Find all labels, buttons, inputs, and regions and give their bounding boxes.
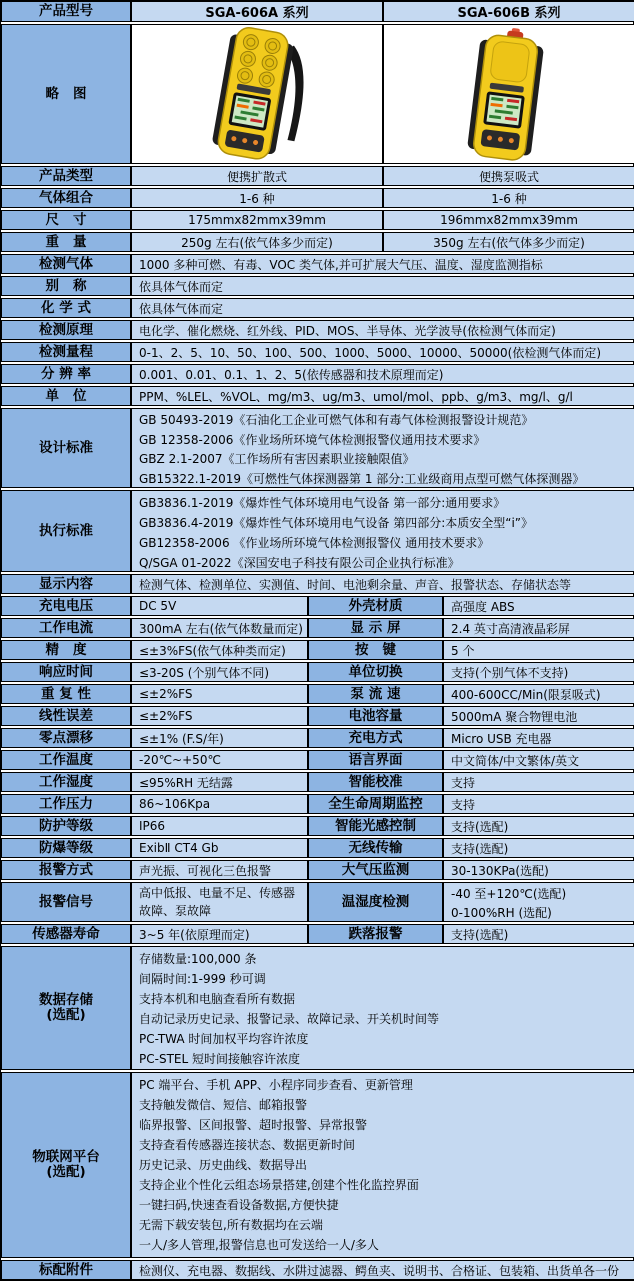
iot-line: 一人/多人管理,报警信息也可发送给一人/多人 [139, 1238, 379, 1252]
exec-standard-lines [131, 490, 634, 572]
row-value-2: 30-130KPa(选配) [443, 860, 634, 880]
row-label: 产品类型 [1, 166, 131, 186]
temp-humidity-line: -40 至+120℃(选配) [451, 887, 567, 901]
iot-platform-lines [131, 1072, 634, 1258]
standard-line: GBZ 2.1-2007《工作场所有害因素职业接触限值》 [139, 452, 415, 466]
row-label-1: 重 复 性 [1, 684, 131, 704]
row-label-1: 传感器寿命 [1, 924, 131, 944]
label-line: 物联网平台 [32, 1149, 100, 1165]
row-label-2: 全生命周期监控 [308, 794, 443, 814]
iot-line: 支持触发微信、短信、邮箱报警 [139, 1098, 308, 1112]
table-row-product-type [1, 166, 633, 186]
row-label: 检测量程 [1, 342, 131, 362]
row-value-1: ≤±3%FS(依气体种类而定) [131, 640, 308, 660]
row-label: 执行标准 [1, 490, 131, 572]
label-line: (选配) [46, 1007, 86, 1023]
row-value-2: 2.4 英寸高清液晶彩屏 [443, 618, 634, 638]
row-label-1: 防护等级 [1, 816, 131, 836]
table-row-exec-standard [1, 490, 633, 572]
table-row-units [1, 386, 633, 406]
row-label [1, 946, 131, 1070]
row-label-1: 工作电流 [1, 618, 131, 638]
row-value-2: 支持(选配) [443, 816, 634, 836]
row-label: 检测原理 [1, 320, 131, 340]
table-row-display-content [1, 574, 633, 594]
value-b: 1-6 种 [383, 188, 634, 208]
row-value-2: 5000mA 聚合物锂电池 [443, 706, 634, 726]
header-series-b: SGA-606B 系列 [383, 1, 634, 22]
row-value-1: ≤95%RH 无结露 [131, 772, 308, 792]
table-row-dimensions [1, 210, 633, 230]
storage-line: PC-TWA 时间加权平均容许浓度 [139, 1032, 309, 1046]
row-label: 重 量 [1, 232, 131, 252]
row-value-1: 高中低报、电量不足、传感器故障、泵故障 [131, 882, 308, 922]
iot-line: 无需下载安装包,所有数据均在云端 [139, 1218, 323, 1232]
row-value: 检测气体、检测单位、实测值、时间、电池剩余量、声音、报警状态、存储状态等 [131, 574, 634, 594]
value-a: 1-6 种 [131, 188, 383, 208]
table-row-working-humidity [1, 772, 633, 792]
row-label: 显示内容 [1, 574, 131, 594]
row-label: 尺 寸 [1, 210, 131, 230]
row-value: 1000 多种可燃、有毒、VOC 类气体,并可扩展大气压、温度、湿度监测指标 [131, 254, 634, 274]
row-label-2: 按 键 [308, 640, 443, 660]
row-label-2: 电池容量 [308, 706, 443, 726]
row-label-1: 工作压力 [1, 794, 131, 814]
row-label-1: 报警方式 [1, 860, 131, 880]
table-row-resolution [1, 364, 633, 384]
standard-line: GB 12358-2006《作业场所环境气体检测报警仪通用技术要求》 [139, 432, 486, 447]
row-value: PPM、%LEL、%VOL、mg/m3、ug/m3、umol/mol、ppb、g/m3、mg/l、g/l [131, 386, 634, 406]
row-label: 化 学 式 [1, 298, 131, 318]
row-value: 0.001、0.01、0.1、1、2、5(依传感器和技术原理而定) [131, 364, 634, 384]
top-panel [490, 41, 530, 83]
storage-line: PC-STEL 短时间接触容许浓度 [139, 1052, 300, 1066]
standard-line: Q/SGA 01-2022《深国安电子科技有限公司企业执行标准》 [139, 556, 460, 570]
row-label-1: 工作湿度 [1, 772, 131, 792]
table-row-accuracy [1, 640, 633, 660]
row-label-2: 单位切换 [308, 662, 443, 682]
table-row-alarm-mode [1, 860, 633, 880]
table-row-working-pressure [1, 794, 633, 814]
row-label: 气体组合 [1, 188, 131, 208]
table-row-response-time [1, 662, 633, 682]
device-a-image-cell [131, 24, 383, 164]
header-series-a: SGA-606A 系列 [131, 1, 383, 22]
row-label-2: 外壳材质 [308, 596, 443, 616]
value-b: 196mmx82mmx39mm [383, 210, 634, 230]
value-a: 175mmx82mmx39mm [131, 210, 383, 230]
table-row-explosion-proof-rating [1, 838, 633, 858]
table-row-gas-combination [1, 188, 633, 208]
row-label-2: 智能校准 [308, 772, 443, 792]
table-row-weight [1, 232, 633, 252]
row-label-1: 零点漂移 [1, 728, 131, 748]
table-row-accessories [1, 1260, 633, 1280]
value-a: 便携扩散式 [131, 166, 383, 186]
row-label-1: 充电电压 [1, 596, 131, 616]
header-label: 产品型号 [1, 1, 131, 22]
row-value: 0-1、2、5、10、50、100、500、1000、5000、10000、50000(依检测气体而定) [131, 342, 634, 362]
row-label-2: 充电方式 [308, 728, 443, 748]
row-label-2: 跌落报警 [308, 924, 443, 944]
device-b-image-cell [383, 24, 634, 164]
row-value-1: 86~106Kpa [131, 794, 308, 814]
iot-line: 临界报警、区间报警、超时报警、异常报警 [139, 1118, 368, 1132]
row-value-2: 支持(选配) [443, 924, 634, 944]
row-value-1: ≤±2%FS [131, 706, 308, 726]
standard-line: GB3836.4-2019《爆炸性气体环境用电气设备 第四部分:本质安全型“i”》 [139, 516, 534, 530]
iot-line: PC 端平台、手机 APP、小程序同步查看、更新管理 [139, 1078, 413, 1092]
table-row-linearity-error [1, 706, 633, 726]
storage-line: 间隔时间:1-999 秒可调 [139, 972, 266, 986]
row-value-1: 300mA 左右(依气体数量而定) [131, 618, 308, 638]
row-value-2: 支持 [443, 772, 634, 792]
iot-line: 支持查看传感器连接状态、数据更新时间 [139, 1138, 356, 1152]
storage-line: 支持本机和电脑查看所有数据 [139, 992, 296, 1006]
row-value-2: 高强度 ABS [443, 596, 634, 616]
row-value-1: 声光振、可视化三色报警 [131, 860, 308, 880]
row-value-2: 支持 [443, 794, 634, 814]
lcd-screen [483, 91, 525, 128]
standard-line: GB15322.1-2019《可燃性气体探测器第 1 部分:工业级商用点型可燃气体探测器》 [139, 471, 585, 486]
row-label-1: 防爆等级 [1, 838, 131, 858]
standard-line: GB12358-2006 《作业场所环境气体检测报警仪 通用技术要求》 [139, 536, 490, 550]
table-row-zero-drift [1, 728, 633, 748]
row-label: 单 位 [1, 386, 131, 406]
row-value-1: -20℃~+50℃ [131, 750, 308, 770]
table-row-working-temperature [1, 750, 633, 770]
row-label-1: 精 度 [1, 640, 131, 660]
standard-line: GB 50493-2019《石油化工企业可燃气体和有毒气体检测报警设计规范》 [139, 413, 534, 427]
temp-humidity-line: 0-100%RH (选配) [451, 906, 552, 920]
table-row-protection-rating [1, 816, 633, 836]
row-label: 设计标准 [1, 408, 131, 488]
row-label-1: 工作温度 [1, 750, 131, 770]
table-row-working-current [1, 618, 633, 638]
row-label-1: 线性误差 [1, 706, 131, 726]
row-value-1: DC 5V [131, 596, 308, 616]
row-value-2 [443, 882, 634, 922]
row-label-2: 温湿度检测 [308, 882, 443, 922]
row-value-1: 3~5 年(依原理而定) [131, 924, 308, 944]
sga-606b-device-illustration [404, 27, 614, 161]
data-storage-lines [131, 946, 634, 1070]
design-standard-lines [131, 408, 634, 488]
row-value-1: ≤3-20S (个别气体不同) [131, 662, 308, 682]
lcd-screen [228, 92, 271, 131]
table-row-repeatability [1, 684, 633, 704]
row-value-2: 支持(选配) [443, 838, 634, 858]
row-label-2: 大气压监测 [308, 860, 443, 880]
row-value: 检测仪、充电器、数据线、水阱过滤器、鳄鱼夹、说明书、合格证、包装箱、出货单各一份 [131, 1260, 634, 1280]
row-label-2: 泵 流 速 [308, 684, 443, 704]
iot-line: 历史记录、历史曲线、数据导出 [139, 1158, 308, 1172]
row-label: 别 称 [1, 276, 131, 296]
row-label-2: 无线传输 [308, 838, 443, 858]
table-row-alarm-signal [1, 882, 633, 922]
row-value-2: 400-600CC/Min(限泵吸式) [443, 684, 634, 704]
value-b: 350g 左右(依气体多少而定) [383, 232, 634, 252]
row-value: 依具体气体而定 [131, 298, 634, 318]
sketch-row [1, 24, 633, 164]
storage-line: 存储数量:100,000 条 [139, 952, 257, 966]
row-label-2: 语言界面 [308, 750, 443, 770]
sga-606a-device-illustration [152, 27, 362, 161]
table-row-sensor-life [1, 924, 633, 944]
table-row-iot-platform [1, 1072, 633, 1258]
row-value-1: ≤±2%FS [131, 684, 308, 704]
label-line: (选配) [46, 1164, 86, 1180]
table-row-detected-gas [1, 254, 633, 274]
table-row-chemical-formula [1, 298, 633, 318]
row-value-2: 5 个 [443, 640, 634, 660]
row-label-2: 显 示 屏 [308, 618, 443, 638]
row-label: 检测气体 [1, 254, 131, 274]
header-row [1, 1, 633, 22]
table-row-charge-voltage [1, 596, 633, 616]
row-label-1: 报警信号 [1, 882, 131, 922]
value-b: 便携泵吸式 [383, 166, 634, 186]
iot-line: 一键扫码,快速查看设备数据,方便快捷 [139, 1198, 339, 1212]
row-value-1: ExibⅡ CT4 Gb [131, 838, 308, 858]
row-value-2: 支持(个别气体不支持) [443, 662, 634, 682]
table-row-design-standard [1, 408, 633, 488]
table-row-alias [1, 276, 633, 296]
row-label: 分 辨 率 [1, 364, 131, 384]
iot-line: 支持企业个性化云组态场景搭建,创建个性化监控界面 [139, 1178, 419, 1192]
storage-line: 自动记录历史记录、报警记录、故障记录、开关机时间等 [139, 1012, 440, 1026]
table-row-data-storage [1, 946, 633, 1070]
row-value-1: IP66 [131, 816, 308, 836]
row-value-2: Micro USB 充电器 [443, 728, 634, 748]
row-value-1: ≤±1% (F.S/年) [131, 728, 308, 748]
standard-line: GB3836.1-2019《爆炸性气体环境用电气设备 第一部分:通用要求》 [139, 496, 506, 510]
row-label-2: 智能光感控制 [308, 816, 443, 836]
row-value: 依具体气体而定 [131, 276, 634, 296]
table-row-detection-principle [1, 320, 633, 340]
row-label [1, 1072, 131, 1258]
row-value-2: 中文简体/中文繁体/英文 [443, 750, 634, 770]
label-line: 数据存储 [39, 992, 93, 1008]
table-row-detection-range [1, 342, 633, 362]
row-label-1: 响应时间 [1, 662, 131, 682]
value-a: 250g 左右(依气体多少而定) [131, 232, 383, 252]
row-label: 标配附件 [1, 1260, 131, 1280]
sketch-label: 略 图 [1, 24, 131, 164]
row-value: 电化学、催化燃烧、红外线、PID、MOS、半导体、光学波导(依检测气体而定) [131, 320, 634, 340]
